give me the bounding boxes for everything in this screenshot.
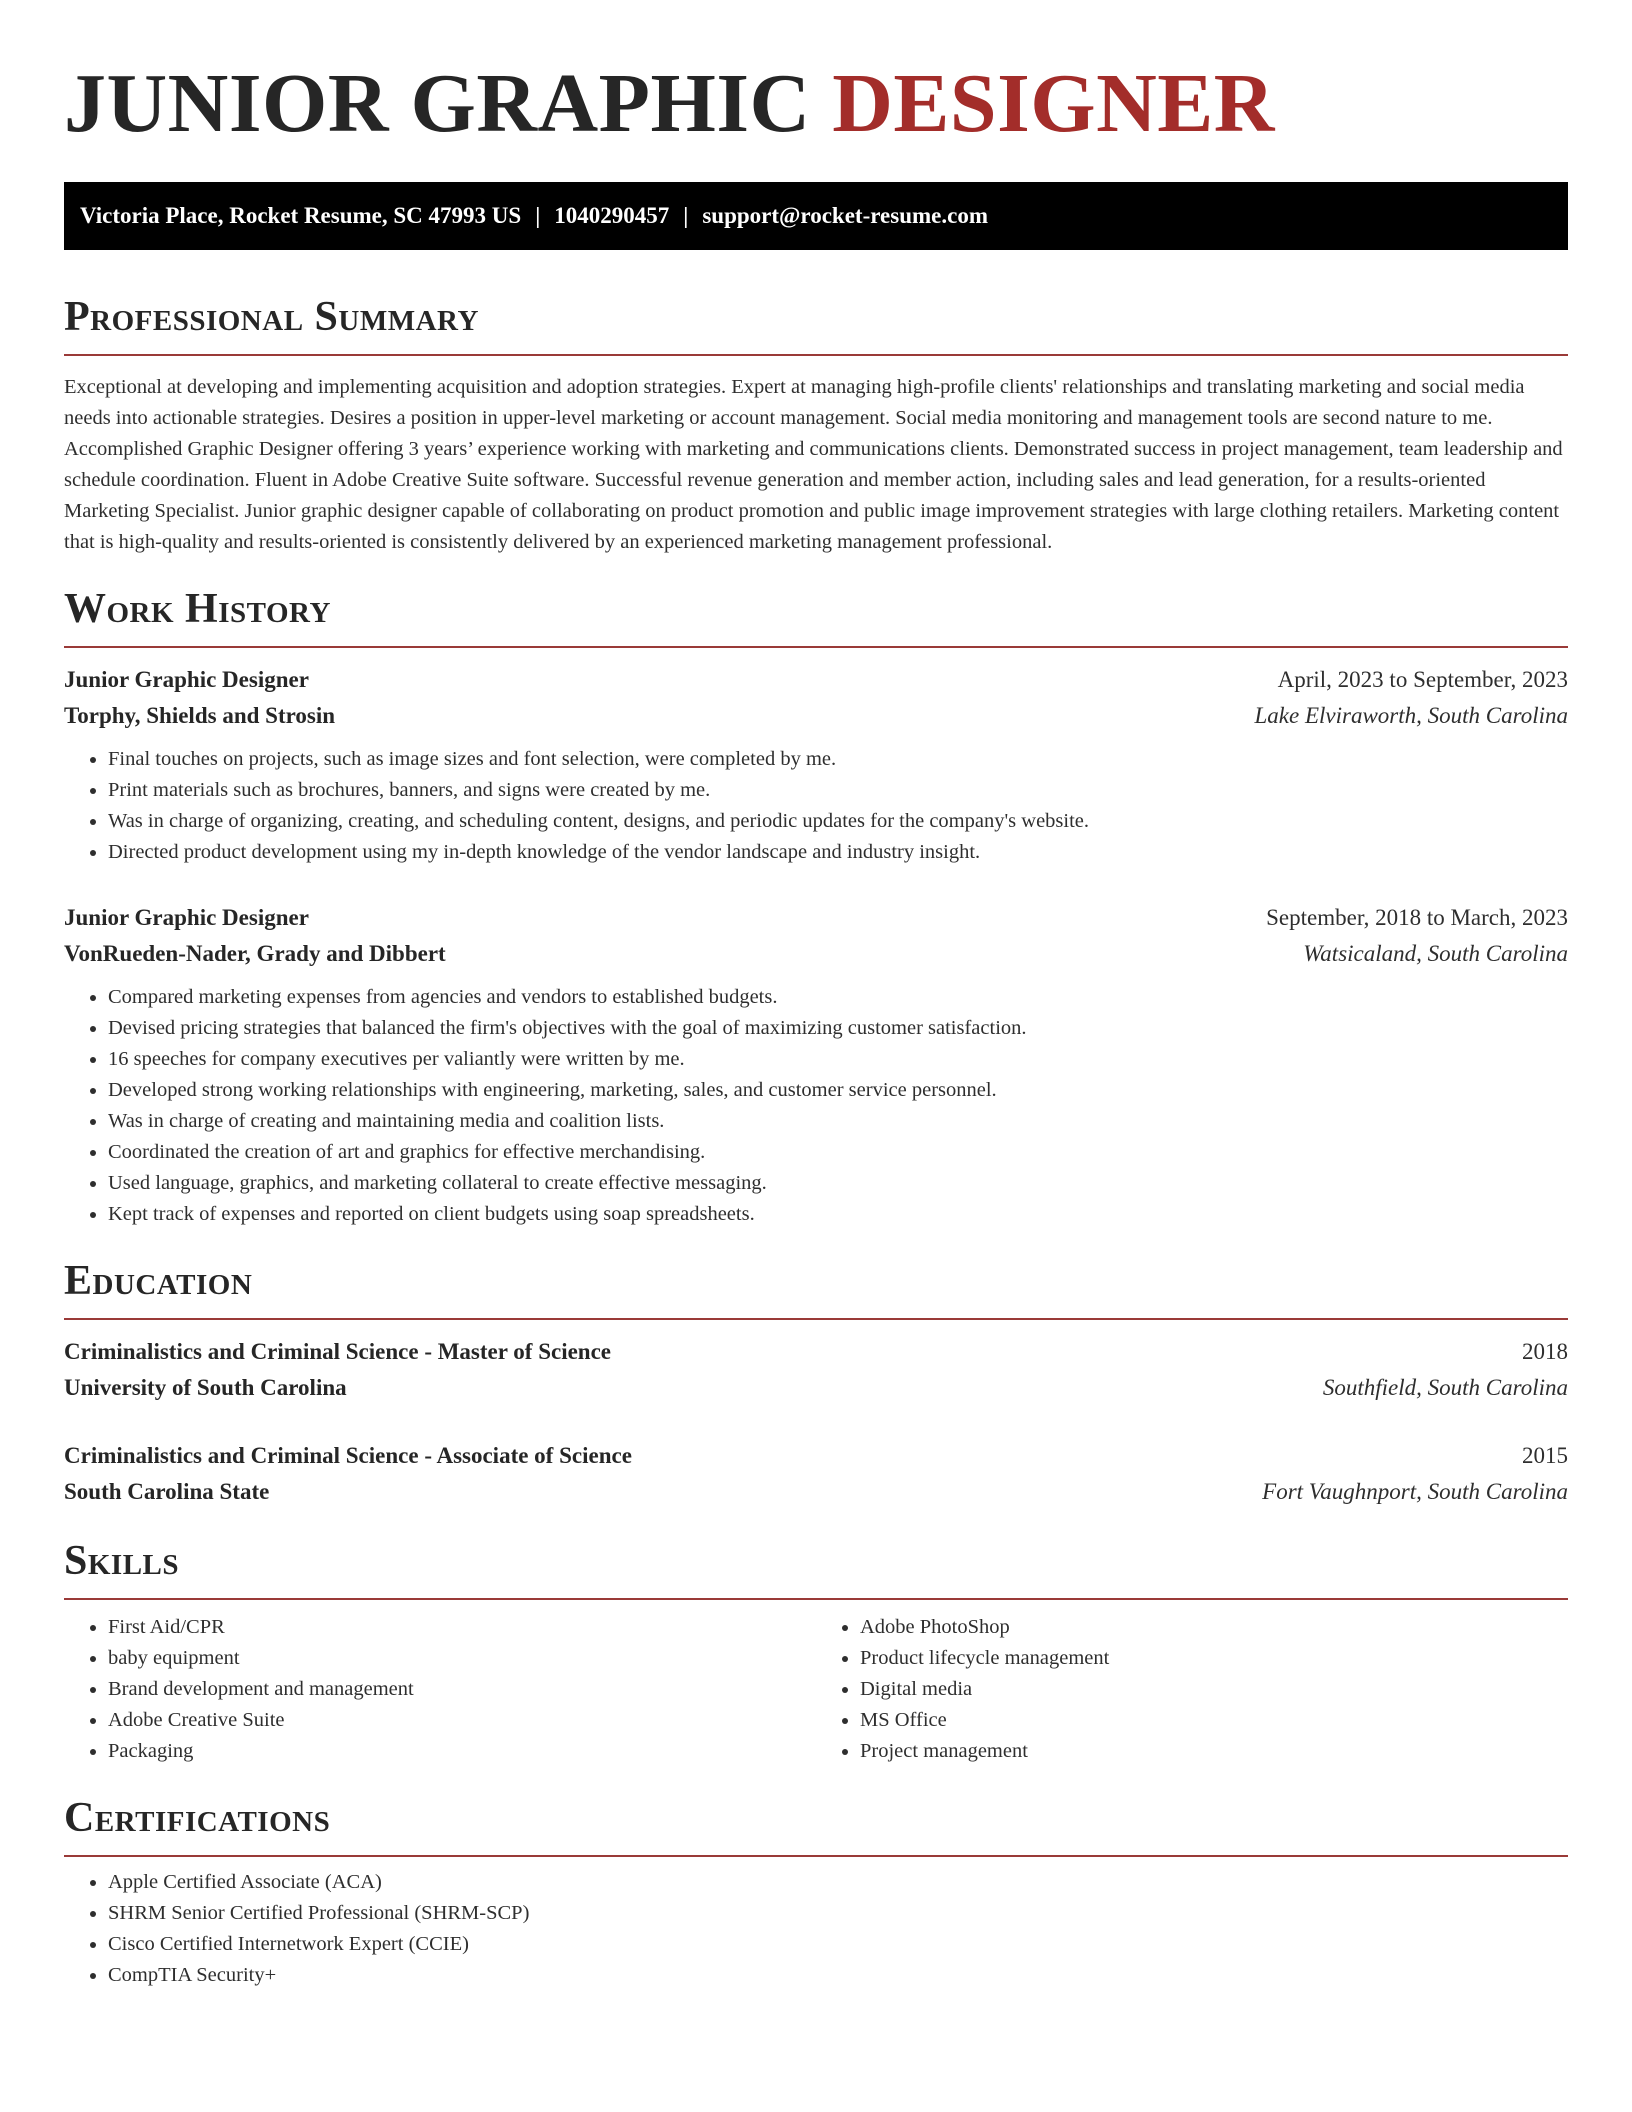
certification-item: • Cisco Certified Internetwork Expert (CCIE)	[108, 1929, 1568, 1960]
job-bullet: • Kept track of expenses and reported on client budgets using soap spreadsheets.	[108, 1199, 1568, 1230]
summary-section	[64, 292, 1568, 558]
skill-item: • Product lifecycle management	[860, 1643, 1568, 1674]
contact-separator: |	[683, 203, 689, 228]
education-entry	[64, 1438, 1568, 1510]
skill-item: • Packaging	[108, 1736, 816, 1767]
section-heading-summary: Professional Summary	[64, 294, 479, 340]
contact-address: Victoria Place, Rocket Resume, SC 47993 US	[80, 203, 522, 228]
title-main: JUNIOR GRAPHIC	[64, 57, 811, 150]
certification-item: • CompTIA Security+	[108, 1960, 1568, 1991]
certifications-section	[64, 1793, 1568, 1991]
job-dates: September, 2018 to March, 2023	[1266, 905, 1568, 930]
job-bullet: • Final touches on projects, such as image sizes and font selection, were completed by me.	[108, 744, 1568, 775]
job-header-row	[64, 900, 1568, 936]
job-company-row	[64, 698, 1568, 734]
job-title: Junior Graphic Designer	[64, 905, 309, 930]
education-section	[64, 1256, 1568, 1510]
job-bullets	[64, 744, 1568, 868]
section-divider	[64, 1318, 1568, 1320]
job-location: Lake Elviraworth, South Carolina	[1254, 703, 1568, 728]
job-bullet: • Coordinated the creation of art and graphics for effective merchandising.	[108, 1137, 1568, 1168]
skill-item: • Project management	[860, 1736, 1568, 1767]
skill-item: • baby equipment	[108, 1643, 816, 1674]
job-header-row	[64, 662, 1568, 698]
job-company-row	[64, 936, 1568, 972]
section-heading-skills: Skills	[64, 1538, 180, 1584]
education-school: University of South Carolina	[64, 1375, 347, 1400]
section-divider	[64, 1855, 1568, 1857]
education-year: 2015	[1522, 1443, 1568, 1468]
section-divider	[64, 646, 1568, 648]
skill-item: • Adobe PhotoShop	[860, 1612, 1568, 1643]
job-entry	[64, 900, 1568, 1230]
skill-item: • First Aid/CPR	[108, 1612, 816, 1643]
skill-item: • Adobe Creative Suite	[108, 1705, 816, 1736]
education-location: Fort Vaughnport, South Carolina	[1262, 1479, 1568, 1504]
job-bullet: • Was in charge of creating and maintaining media and coalition lists.	[108, 1106, 1568, 1137]
contact-bar	[64, 182, 1568, 250]
education-location: Southfield, South Carolina	[1322, 1375, 1568, 1400]
education-year: 2018	[1522, 1339, 1568, 1364]
education-school: South Carolina State	[64, 1479, 270, 1504]
section-divider	[64, 354, 1568, 356]
certification-item: • SHRM Senior Certified Professional (SHRM-SCP)	[108, 1898, 1568, 1929]
skills-columns	[64, 1612, 1568, 1767]
section-divider	[64, 1598, 1568, 1600]
section-heading-certifications: Certifications	[64, 1795, 331, 1841]
education-degree-row	[64, 1334, 1568, 1370]
education-school-row	[64, 1474, 1568, 1510]
job-bullet: • Directed product development using my in-depth knowledge of the vendor landscape and industry insight.	[108, 837, 1568, 868]
skills-list-right	[816, 1612, 1568, 1767]
contact-email: support@rocket-resume.com	[702, 203, 988, 228]
certifications-list	[64, 1867, 1568, 1991]
section-heading-education: Education	[64, 1258, 253, 1304]
contact-phone: 1040290457	[554, 203, 670, 228]
contact-separator: |	[535, 203, 541, 228]
job-location: Watsicaland, South Carolina	[1303, 941, 1568, 966]
title-accent: DESIGNER	[832, 57, 1275, 150]
section-heading-work: Work History	[64, 586, 331, 632]
skills-section	[64, 1536, 1568, 1767]
education-degree-row	[64, 1438, 1568, 1474]
job-company: VonRueden-Nader, Grady and Dibbert	[64, 941, 446, 966]
job-company: Torphy, Shields and Strosin	[64, 703, 336, 728]
job-dates: April, 2023 to September, 2023	[1277, 667, 1568, 692]
education-school-row	[64, 1370, 1568, 1406]
work-history-section	[64, 584, 1568, 1230]
education-degree: Criminalistics and Criminal Science - Master of Science	[64, 1339, 612, 1364]
job-bullet: • Was in charge of organizing, creating, and scheduling content, designs, and periodic updates for the company's website.	[108, 806, 1568, 837]
job-bullet: • Devised pricing strategies that balanced the firm's objectives with the goal of maximizing customer satisfaction.	[108, 1013, 1568, 1044]
skills-list-left	[64, 1612, 816, 1767]
job-bullets	[64, 982, 1568, 1230]
education-entry	[64, 1334, 1568, 1406]
skill-item: • Brand development and management	[108, 1674, 816, 1705]
job-bullet: • Print materials such as brochures, banners, and signs were created by me.	[108, 775, 1568, 806]
job-bullet: • Compared marketing expenses from agencies and vendors to established budgets.	[108, 982, 1568, 1013]
job-entry	[64, 662, 1568, 868]
job-title: Junior Graphic Designer	[64, 667, 309, 692]
job-bullet: • Used language, graphics, and marketing collateral to create effective messaging.	[108, 1168, 1568, 1199]
job-bullet: • Developed strong working relationships with engineering, marketing, sales, and customer service personnel.	[108, 1075, 1568, 1106]
summary-text: Exceptional at developing and implementing acquisition and adoption strategies. Expert at managing high-profile clients' relationships and translating marketing and social media needs into actionable strategies. Desires a position in upper-level marketing or account management. Social media monitoring and management tools are second nature to me. Accomplished Graphic Designer offering 3 years’ experience working with marketing and communications clients. Demonstrated success in project management, team leadership and schedule coordination. Fluent in Adobe Creative Suite software. Successful revenue generation and member action, including sales and lead generation, for a results-oriented Marketing Specialist. Junior graphic designer capable of collaborating on product promotion and public image improvement strategies with large clothing retailers. Marketing content that is high-quality and results-oriented is consistently delivered by an experienced marketing management professional.	[64, 376, 1563, 553]
certification-item: • Apple Certified Associate (ACA)	[108, 1867, 1568, 1898]
resume-title	[64, 58, 1568, 150]
education-degree: Criminalistics and Criminal Science - Associate of Science	[64, 1443, 632, 1468]
skill-item: • MS Office	[860, 1705, 1568, 1736]
skill-item: • Digital media	[860, 1674, 1568, 1705]
job-bullet: • 16 speeches for company executives per valiantly were written by me.	[108, 1044, 1568, 1075]
